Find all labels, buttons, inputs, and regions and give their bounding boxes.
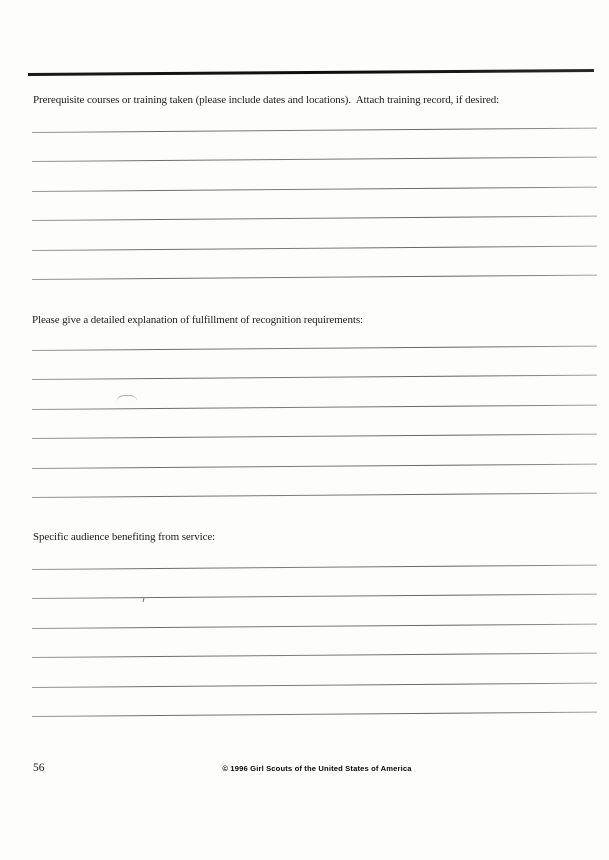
prompt-specific-audience: Specific audience benefiting from service: — [33, 531, 216, 543]
ruled-line — [32, 712, 597, 718]
ruled-line — [32, 346, 597, 352]
ruled-line — [32, 653, 597, 659]
ruled-line — [32, 275, 597, 281]
scan-artifact-squiggle — [116, 394, 137, 402]
writing-lines-prerequisite-courses — [32, 132, 597, 309]
ruled-line — [32, 565, 597, 571]
ruled-line — [32, 246, 597, 252]
ruled-line — [32, 464, 597, 470]
prompt-prerequisite-courses: Prerequisite courses or training taken (please include dates and locations). Attach training record, if desired: — [33, 94, 500, 106]
ruled-line — [32, 594, 597, 600]
page-number: 56 — [33, 762, 45, 774]
ruled-line — [32, 187, 597, 193]
ruled-line — [32, 375, 597, 381]
ruled-line — [32, 493, 597, 499]
top-divider-rule — [28, 69, 594, 76]
ruled-line — [32, 157, 597, 163]
writing-lines-recognition-requirements — [32, 350, 597, 527]
ruled-line — [32, 405, 597, 411]
writing-lines-specific-audience — [32, 569, 597, 746]
ruled-line — [32, 683, 597, 689]
prompt-recognition-requirements: Please give a detailed explanation of fulfillment of recognition requirements: — [32, 314, 363, 326]
ruled-line — [32, 128, 597, 134]
copyright-line: © 1996 Girl Scouts of the United States of America — [222, 764, 412, 773]
ruled-line — [32, 216, 597, 222]
ruled-line — [32, 434, 597, 440]
ruled-line — [32, 624, 597, 630]
